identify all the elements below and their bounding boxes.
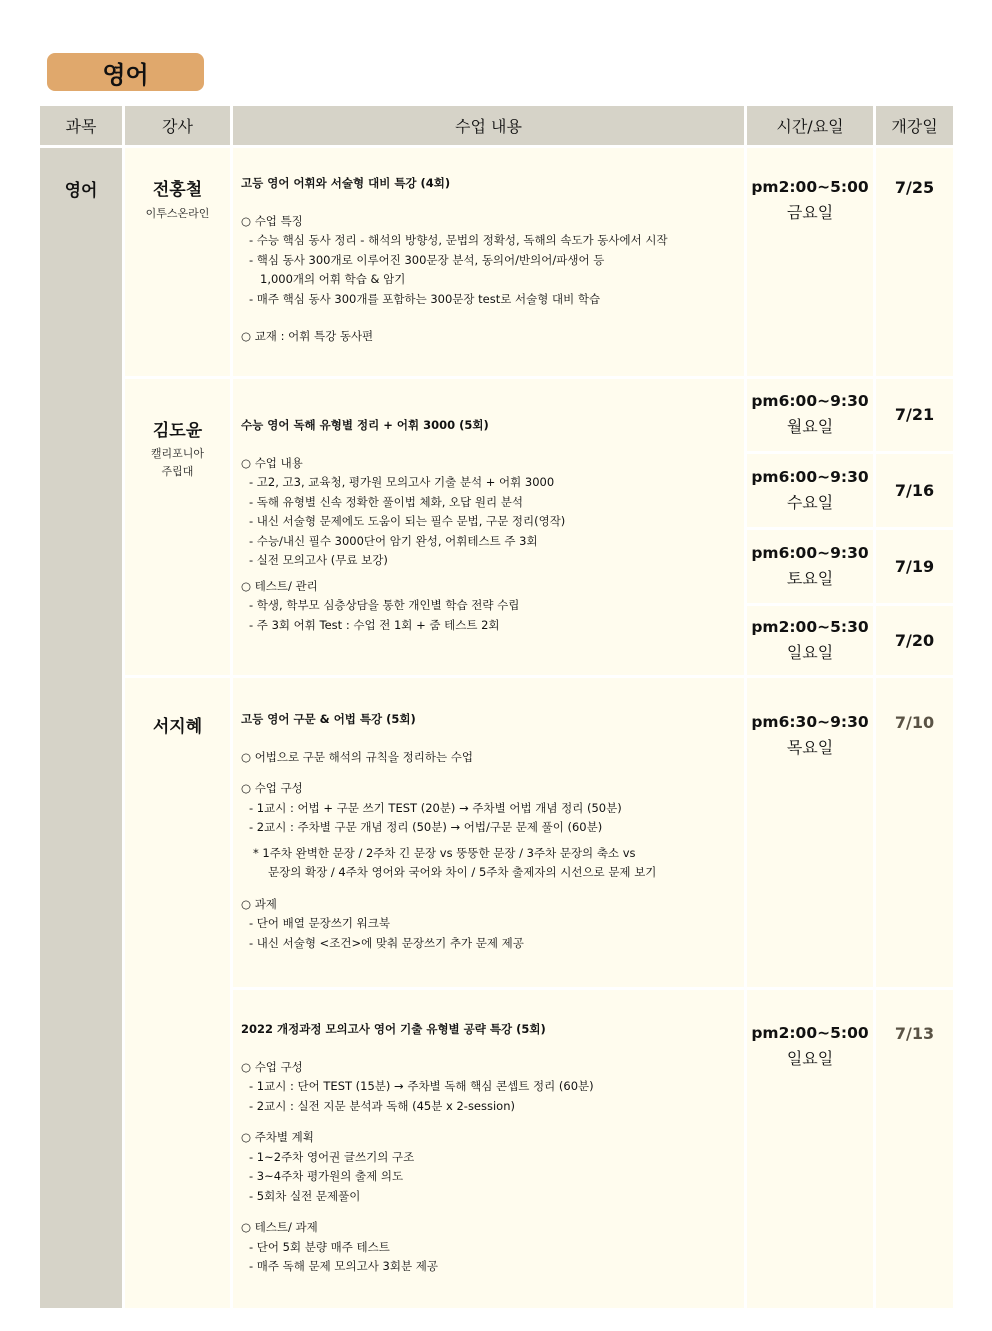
course-description: [241, 416, 741, 635]
course-title: 고등 영어 어휘와 서술형 대비 특강 (4회): [241, 176, 451, 190]
course-line: - 수능 핵심 동사 정리 - 해석의 방향성, 문법의 정확성, 독해의 속도가 동사에서 시작: [249, 233, 668, 247]
time-range: pm6:00~9:30: [751, 468, 869, 486]
open-date: 7/21: [894, 405, 935, 424]
course-description: [241, 174, 741, 347]
course-line: - 주 3회 어휘 Test : 수업 전 1회 + 줌 테스트 2회: [249, 617, 500, 632]
time-range: pm6:00~9:30: [751, 392, 869, 410]
weekday: 토요일: [786, 569, 834, 588]
teacher-name: 김도윤: [152, 421, 203, 441]
course-line: ○ 교재 : 어휘 특강 동사편: [241, 329, 374, 343]
weekday: 목요일: [786, 738, 834, 757]
course-title: 2022 개정과정 모의고사 영어 기출 유형별 공략 특강 (5회): [241, 1022, 546, 1036]
schedule-time: [747, 1020, 873, 1072]
course-description: [241, 710, 741, 953]
course-line: - 단어 배열 문장쓰기 워크북: [249, 916, 390, 930]
weekday: 월요일: [786, 417, 834, 436]
course-line: - 학생, 학부모 심층상담을 통한 개인별 학습 전략 수립: [249, 598, 520, 612]
course-line: - 핵심 동사 300개로 이루어진 300문장 분석, 동의어/반의어/파생어 등: [249, 252, 605, 267]
header-time: 시간/요일: [747, 106, 873, 145]
schedule-time: [747, 614, 873, 666]
course-line: - 매주 독해 문제 모의고사 3회분 제공: [249, 1259, 438, 1273]
course-line: ○ 과제: [241, 896, 277, 911]
course-line: - 단어 5회 분량 매주 테스트: [249, 1239, 390, 1254]
course-line: - 2교시 : 실전 지문 분석과 독해 (45분 x 2-session): [249, 1098, 515, 1113]
course-line: ○ 주차별 계획: [241, 1130, 314, 1144]
open-date: 7/25: [894, 178, 935, 197]
teacher-affiliation: 이투스온라인: [145, 207, 210, 220]
schedule-time: [747, 388, 873, 440]
time-range: pm2:00~5:00: [751, 1024, 869, 1042]
time-range: pm2:00~5:00: [751, 178, 869, 196]
course-line: - 2교시 : 주차별 구문 개념 정리 (50분) → 어법/구문 문제 풀이 (60분): [249, 820, 603, 834]
course-title: 수능 영어 독해 유형별 정리 + 어휘 3000 (5회): [241, 418, 489, 432]
teacher-name: 전홍철: [152, 180, 203, 200]
time-range: pm2:00~5:30: [751, 618, 869, 636]
schedule-time: [747, 709, 873, 761]
course-line: - 매주 핵심 동사 300개를 포함하는 300문장 test로 서술형 대비 학습: [249, 291, 601, 306]
course-line: - 1교시 : 단어 TEST (15분) → 주차별 독해 핵심 콘셉트 정리 (60분): [249, 1079, 594, 1093]
course-description: [241, 1020, 741, 1277]
weekday: 일요일: [786, 1049, 834, 1068]
course-line: ○ 수업 특징: [241, 213, 303, 228]
course-line: 1,000개의 어휘 학습 & 암기: [260, 272, 406, 286]
course-title: 고등 영어 구문 & 어법 특강 (5회): [241, 712, 416, 726]
schedule-time: [747, 540, 873, 592]
course-line: - 1교시 : 어법 + 구문 쓰기 TEST (20분) → 주차별 어법 개념 정리 (50분): [249, 800, 622, 815]
course-note: * 1주차 완벽한 문장 / 2주차 긴 문장 vs 뚱뚱한 문장 / 3주차 문장의 축소 vs: [253, 845, 636, 860]
course-line: - 고2, 고3, 교육청, 평가원 모의고사 기출 분석 + 어휘 3000: [249, 475, 555, 489]
header-teacher: 강사: [125, 106, 230, 145]
course-line: ○ 수업 구성: [241, 781, 303, 795]
course-line: ○ 테스트/ 관리: [241, 578, 318, 593]
course-line: - 수능/내신 필수 3000단어 암기 완성, 어휘테스트 주 3회: [249, 533, 538, 548]
schedule-time: [747, 464, 873, 516]
subject-label: 영어: [64, 181, 98, 201]
header-content: 수업 내용: [233, 106, 744, 145]
schedule-time: [747, 174, 873, 226]
course-line: - 1~2주차 영어권 글쓰기의 구조: [249, 1149, 415, 1164]
teacher-cell-3: [125, 678, 230, 1308]
course-note: 문장의 확장 / 4주차 영어와 국어와 차이 / 5주차 출제자의 시선으로 문제 보기: [268, 865, 657, 879]
weekday: 수요일: [786, 493, 834, 512]
teacher-affiliation: 캘리포니아: [150, 447, 205, 460]
course-line: ○ 어법으로 구문 해석의 규칙을 정리하는 수업: [241, 749, 473, 764]
open-date: 7/10: [894, 713, 935, 732]
open-date: 7/13: [894, 1024, 935, 1043]
course-line: ○ 테스트/ 과제: [241, 1220, 318, 1234]
open-date: 7/19: [894, 557, 935, 576]
course-line: - 5회차 실전 문제풀이: [249, 1188, 361, 1203]
subject-column: [40, 148, 122, 1308]
course-line: ○ 수업 내용: [241, 455, 303, 470]
header-subject: 과목: [40, 106, 122, 145]
teacher-name: 서지혜: [152, 717, 203, 737]
weekday: 금요일: [786, 203, 834, 222]
header-open-date: 개강일: [876, 106, 953, 145]
section-title: 영어: [47, 53, 204, 91]
course-line: - 실전 모의고사 (무료 보강): [249, 553, 388, 567]
open-date: 7/16: [894, 481, 935, 500]
course-line: - 내신 서술형 <조건>에 맞춰 문장쓰기 추가 문제 제공: [249, 935, 524, 950]
course-line: - 독해 유형별 신속 정확한 풀이법 체화, 오답 원리 분석: [249, 494, 523, 509]
teacher-affiliation: 주립대: [161, 465, 194, 478]
time-range: pm6:00~9:30: [751, 544, 869, 562]
time-range: pm6:30~9:30: [751, 713, 869, 731]
course-line: - 3~4주차 평가원의 출제 의도: [249, 1169, 404, 1183]
open-date: 7/20: [894, 631, 935, 650]
course-line: ○ 수업 구성: [241, 1059, 303, 1074]
course-line: - 내신 서술형 문제에도 도움이 되는 필수 문법, 구문 정리(영작): [249, 514, 566, 528]
weekday: 일요일: [786, 643, 834, 662]
